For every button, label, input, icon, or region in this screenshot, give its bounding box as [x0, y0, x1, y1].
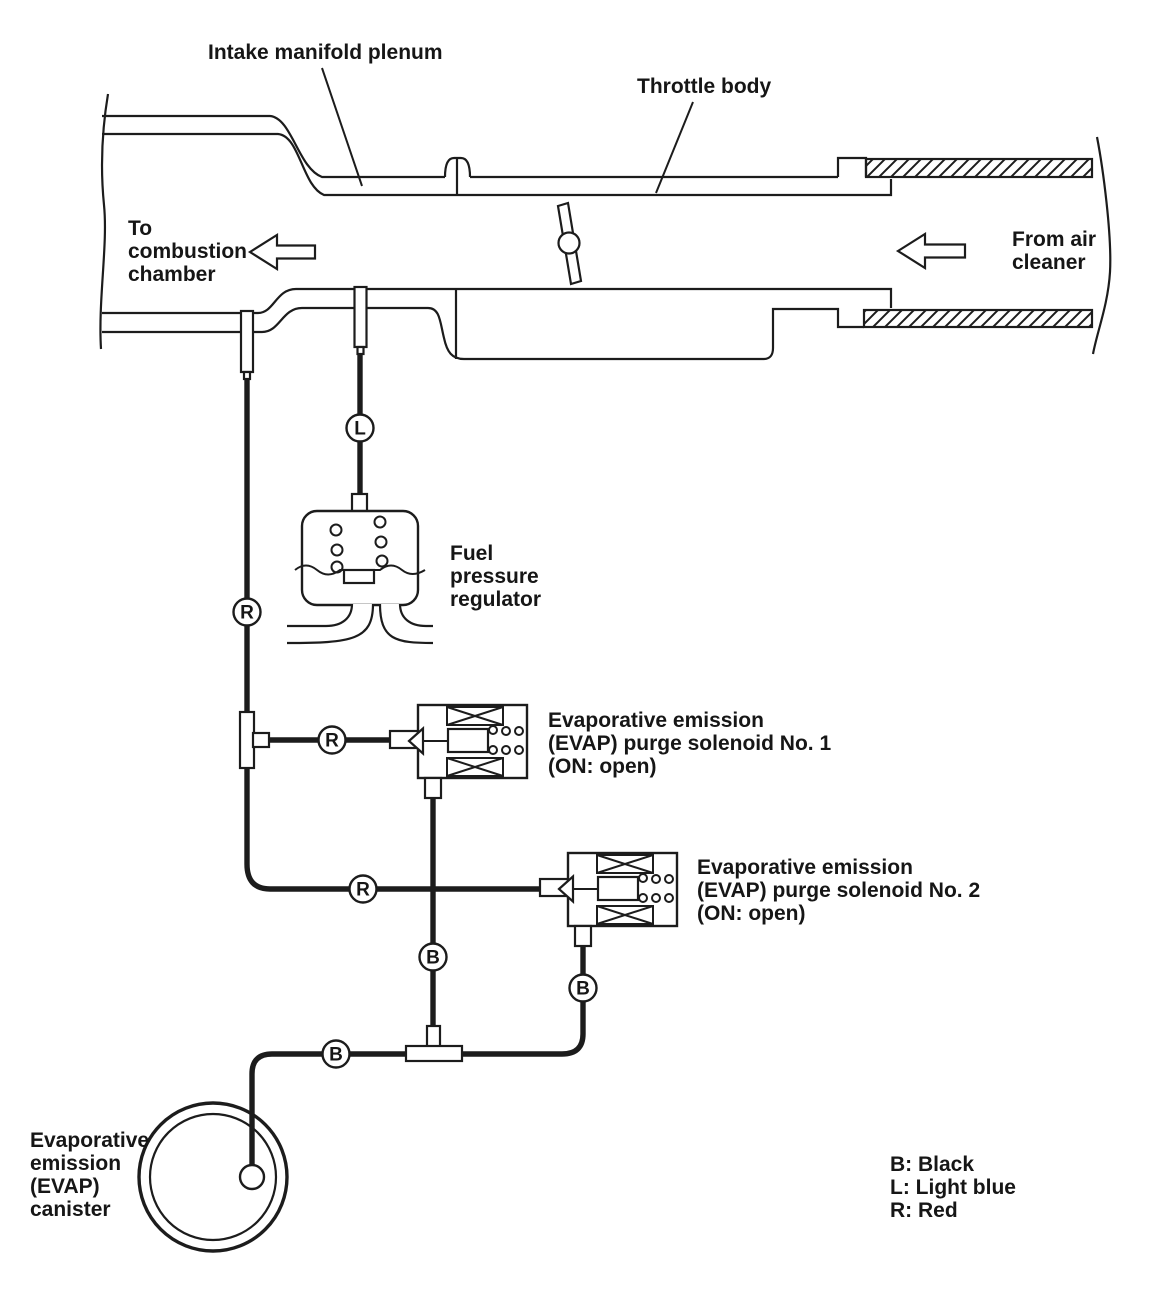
flow-arrow-to-combustion-icon — [250, 235, 315, 269]
throttle-body-label: Throttle body — [637, 75, 772, 98]
svg-text:chamber: chamber — [128, 263, 216, 286]
vacuum-port-1 — [241, 311, 253, 372]
intake-label-leader — [322, 68, 362, 186]
air-duct-hatch-bottom — [864, 310, 1092, 327]
hose-marker-black-icon — [323, 1041, 350, 1068]
top-flange-boss — [838, 158, 866, 177]
regulator-left-pipe-fill — [287, 604, 373, 643]
vacuum-hoses — [247, 354, 583, 1166]
throttle-valve — [558, 203, 581, 284]
flow-arrow-from-air-icon — [898, 234, 965, 268]
air-duct-hatch-top — [866, 159, 1092, 177]
vacuum-port-2-nipple — [358, 347, 364, 354]
vacuum-port-1-nipple — [244, 372, 250, 379]
legend-entry: B: Black — [890, 1153, 975, 1176]
regulator-body — [302, 511, 418, 605]
tee-fitting-black — [406, 1026, 462, 1061]
svg-text:(EVAP) purge solenoid No. 1: (EVAP) purge solenoid No. 1 — [548, 732, 832, 755]
regulator-valve-stub — [344, 570, 374, 583]
hose-color-legend — [890, 1153, 1016, 1222]
from-air-cleaner-label — [1012, 228, 1096, 274]
svg-text:(EVAP): (EVAP) — [30, 1175, 100, 1198]
hose-marker-light-blue-icon — [347, 415, 374, 442]
solenoid-plunger — [448, 729, 488, 752]
svg-text:Evaporative emission: Evaporative emission — [697, 856, 913, 879]
svg-text:(EVAP) purge solenoid No. 2: (EVAP) purge solenoid No. 2 — [697, 879, 981, 902]
svg-text:Fuel: Fuel — [450, 542, 494, 565]
plenum-top-outer-wall — [102, 116, 445, 177]
hose-marker-red-icon — [350, 876, 377, 903]
svg-text:To: To — [128, 217, 153, 240]
svg-text:cleaner: cleaner — [1012, 251, 1086, 274]
svg-text:combustion: combustion — [128, 240, 247, 263]
evap-solenoid-1-label — [548, 709, 831, 778]
marker-letter: L — [354, 418, 366, 440]
regulator-right-pipe-fill — [380, 604, 433, 643]
plenum-bottom-outer-wall — [102, 308, 864, 359]
plenum-top-inner-wall — [102, 134, 891, 195]
solenoid-outlet-stub — [575, 926, 591, 946]
marker-letter: B — [426, 947, 440, 969]
regulator-inlet-nipple — [352, 494, 367, 512]
solenoid-plunger — [598, 877, 638, 900]
legend-entry: L: Light blue — [890, 1176, 1016, 1199]
svg-text:(ON: open): (ON: open) — [697, 902, 806, 925]
intake-manifold-label: Intake manifold plenum — [208, 41, 443, 64]
hose-marker-red-icon — [234, 599, 261, 626]
hose-black-solenoid2-down — [462, 945, 583, 1054]
svg-text:canister: canister — [30, 1198, 111, 1221]
legend-entry: R: Red — [890, 1199, 958, 1222]
evap-solenoid-2-label — [697, 856, 980, 925]
tee-body — [406, 1046, 462, 1061]
svg-text:(ON: open): (ON: open) — [548, 755, 657, 778]
evap-purge-solenoid-2 — [540, 853, 677, 946]
tee-body — [240, 712, 254, 768]
marker-letter: B — [576, 978, 590, 1000]
evap-purge-solenoid-1 — [390, 705, 527, 798]
canister-hose-port — [240, 1165, 264, 1189]
tee-branch — [427, 1026, 440, 1048]
marker-letter: R — [356, 879, 370, 901]
svg-text:pressure: pressure — [450, 565, 539, 588]
svg-text:emission: emission — [30, 1152, 122, 1175]
hose-marker-red-icon — [319, 727, 346, 754]
evap-canister-label — [30, 1129, 149, 1221]
hose-red-to-solenoid2 — [247, 767, 542, 889]
to-combustion-label — [128, 217, 247, 286]
fuel-pressure-regulator-label — [450, 542, 541, 611]
solenoid-outlet-stub — [425, 778, 441, 798]
hose-marker-black-icon — [570, 975, 597, 1002]
tee-branch — [253, 733, 269, 747]
marker-letter: R — [325, 730, 339, 752]
tee-fitting-red — [240, 712, 269, 768]
hose-black-to-canister — [252, 1054, 408, 1166]
marker-letter: R — [240, 602, 254, 624]
fuel-pressure-regulator — [287, 494, 433, 643]
vacuum-port-2 — [355, 287, 367, 347]
svg-text:From air: From air — [1012, 228, 1097, 251]
throttle-shaft — [559, 233, 580, 254]
intake-throttle-assembly — [100, 68, 1110, 379]
svg-text:Evaporative emission: Evaporative emission — [548, 709, 764, 732]
svg-text:Evaporative: Evaporative — [30, 1129, 150, 1152]
left-break-edge — [100, 94, 108, 349]
hose-marker-black-icon — [420, 944, 447, 971]
marker-letter: B — [329, 1044, 343, 1066]
svg-text:regulator: regulator — [450, 588, 542, 611]
throttle-label-leader — [656, 102, 693, 193]
